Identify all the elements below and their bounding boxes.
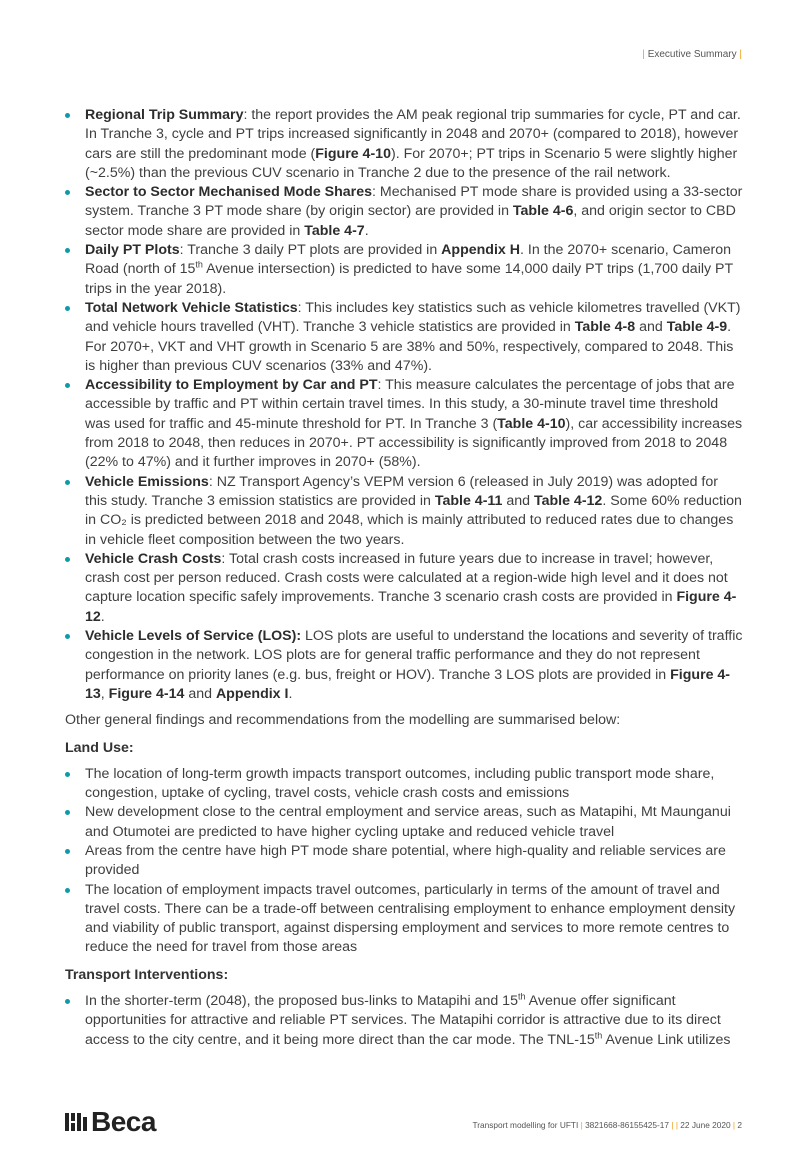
- bullet-text: and: [635, 319, 667, 336]
- bullet-text: : NZ Transport Agency’s VEPM version 6 (released in July 2019) was adopted for this study. Tranche 3 emission statistics are provided in: [85, 473, 718, 509]
- bullet-icon: [65, 999, 70, 1004]
- bullet-text: Avenue Link utilizes: [602, 1031, 731, 1048]
- page-content: [65, 106, 743, 1050]
- land-use-bullet: [65, 881, 743, 958]
- bold-reference: Table 4-11: [434, 492, 503, 509]
- bold-reference: Sector to Sector Mechanised Mode Shares: [85, 184, 372, 201]
- beca-logo-icon: [65, 1111, 87, 1133]
- bullet-icon: [65, 248, 70, 253]
- bullet-text: : the report provides the AM peak regional trip summaries for cycle, PT and car. In Tranche 3, cycle and PT trips increased significantly in 2048 and 2070+ (compared to 2018), however cars are still the predominant mode (: [85, 107, 741, 162]
- bold-reference: Figure 4-14: [108, 685, 185, 702]
- bullet-text: : This includes key statistics such as vehicle kilometres travelled (VKT) and vehicle hours travelled (VHT). Tranche 3 vehicle statistics are provided in: [85, 299, 741, 336]
- bullet-text: LOS plots are useful to understand the locations and severity of traffic congestion in the network. LOS plots are for general traffic performance and they do not represent performance on priority lanes (e.g. bus, freight or HOV). Tranche 3 LOS plots are provided in: [85, 628, 743, 683]
- footer-date: 22 June 2020: [680, 1120, 731, 1130]
- bullet-text: . Some 60% reduction in CO₂ is predicted between 2018 and 2048, which is mainly attributed to reduced rates due to changes in vehicle fleet composition between the two years.: [85, 492, 742, 548]
- footer-doc-title: Transport modelling for UFTI: [472, 1120, 579, 1130]
- transport-bullet: [65, 992, 743, 1050]
- bold-reference: Figure 4-10: [315, 145, 391, 162]
- bullet-text: ), car accessibility increases from 2018 to 2048, then reduces in 2070+. PT accessibility is significantly improved from 2018 to 2048 (22% to 47%) and it further improves in 2070+ (58%).: [85, 415, 743, 471]
- bold-reference: Appendix I: [215, 685, 289, 702]
- bullet-text: . For 2070+, VKT and VHT growth in Scenario 5 are 38% and 50%, respectively, compared to 2048. This is higher than previous CUV scenarios (33% and 47%).: [85, 319, 734, 374]
- transport-heading: Transport Interventions:: [65, 966, 229, 983]
- general-findings-text: Other general findings and recommendations from the modelling are summarised below:: [65, 712, 621, 729]
- bold-reference: Figure 4-13: [85, 666, 731, 702]
- bullet-icon: [65, 888, 70, 893]
- bold-reference: Accessibility to Employment by Car and PT: [85, 377, 378, 394]
- bold-reference: Regional Trip Summary: [85, 107, 244, 123]
- land-use-bullet: [65, 842, 743, 881]
- header-title: Executive Summary: [647, 49, 737, 60]
- bold-reference: Table 4-12: [533, 492, 603, 509]
- bullet-icon: [65, 383, 70, 388]
- page-header: | Executive Summary |: [642, 49, 742, 60]
- bullet-icon: [65, 557, 70, 562]
- logo-text: Beca: [91, 1106, 156, 1137]
- summary-bullet: [65, 106, 743, 183]
- bullet-text: .: [288, 685, 293, 702]
- bullet-text: : Mechanised PT mode share is provided using a 33-sector system. Tranche 3 PT mode share (by origin sector) are provided in: [85, 184, 743, 220]
- page-footer: [65, 1106, 742, 1138]
- summary-bullet: [65, 550, 743, 627]
- bold-reference: Table 4-10: [497, 415, 566, 432]
- bullet-text: The location of employment impacts travel outcomes, particularly in terms of the amount of travel and travel costs. There can be a trade-off between centralising employment to enhance employment density and viability of public transport, against dispersing employment and services to more remote centres to reduce the need for travel from those areas: [85, 881, 736, 956]
- bold-reference: Table 4-6: [512, 203, 574, 220]
- bold-reference: Total Network Vehicle Statistics: [85, 299, 298, 316]
- land-use-heading: Land Use:: [65, 739, 134, 756]
- footer-doc-ref: 3821668-86155425-17: [585, 1120, 670, 1130]
- bullet-text: . In the 2070+ scenario, Cameron Road (north of 15: [85, 242, 731, 278]
- bullet-icon: [65, 306, 70, 311]
- summary-bullet: [65, 299, 743, 376]
- bold-reference: Daily PT Plots: [85, 242, 180, 259]
- bold-reference: Appendix H: [441, 242, 520, 259]
- bold-reference: Table 4-8: [574, 319, 636, 336]
- bullet-text: ). For 2070+; PT trips in Scenario 5 were slightly higher (~2.5%) than the previous CUV scenario in Tranche 2 due to the presence of the rail network.: [85, 145, 738, 181]
- bullet-icon: [65, 810, 70, 815]
- superscript: th: [594, 1029, 603, 1040]
- superscript: th: [195, 259, 203, 270]
- summary-bullet: [65, 627, 743, 704]
- land-use-bullet: [65, 765, 743, 804]
- bold-reference: Table 4-7: [304, 222, 365, 239]
- summary-bullet: [65, 183, 743, 241]
- bullet-text: .: [100, 608, 105, 625]
- bullet-text: and: [502, 492, 534, 509]
- footer-info: Transport modelling for UFTI | 3821668-86155425-17 | | 22 June 2020 | 2: [472, 1120, 742, 1130]
- bullet-text: .: [364, 222, 369, 239]
- bullet-text: Areas from the centre have high PT mode share potential, where high-quality and reliable services are provided: [85, 842, 726, 879]
- summary-bullet: [65, 241, 743, 299]
- superscript: th: [517, 991, 526, 1002]
- bullet-text: Avenue intersection) is predicted to have some 14,000 daily PT trips (1,700 daily PT trips in the year 2018).: [85, 261, 733, 297]
- bullet-text: In the shorter-term (2048), the proposed bus-links to Matapihi and 15: [85, 993, 518, 1010]
- bullet-text: , and origin sector to CBD sector mode share are provided in: [85, 203, 736, 239]
- bullet-icon: [65, 849, 70, 854]
- bold-reference: Figure 4-12: [85, 589, 737, 625]
- bold-reference: Vehicle Crash Costs: [85, 550, 222, 567]
- bullet-text: ,: [100, 685, 109, 702]
- bullet-icon: [65, 113, 70, 118]
- bullet-icon: [65, 634, 70, 639]
- bullet-icon: [65, 480, 70, 485]
- bullet-text: : Total crash costs increased in future years due to increase in travel; however, crash cost per person reduced. Crash costs were calculated at a region-wide high level and it does not capture location specific safely improvements. Tranche 3 scenario crash costs are provided in: [85, 550, 728, 606]
- bullet-text: Avenue offer significant opportunities for attractive and reliable PT services. The Matapihi corridor is attractive due to its direct access to the city centre, and it being more direct than the car mode. The TNL-15: [85, 993, 721, 1048]
- transport-bullet-list: [65, 992, 743, 1050]
- bullet-text: New development close to the central employment and service areas, such as Matapihi, Mt Maunganui and Otumotei are predicted to have higher cycling uptake and reduced vehicle travel: [85, 804, 731, 840]
- bullet-text: The location of long-term growth impacts transport outcomes, including public transport mode share, congestion, uptake of cycling, travel costs, vehicle crash costs and emissions: [85, 765, 715, 802]
- bold-reference: Table 4-9: [666, 319, 728, 336]
- summary-bullet-list: [65, 106, 743, 704]
- footer-page: 2: [737, 1120, 742, 1130]
- bullet-icon: [65, 190, 70, 195]
- bullet-text: and: [184, 685, 216, 702]
- land-use-bullet: [65, 803, 743, 842]
- bullet-text: : This measure calculates the percentage of jobs that are accessible by traffic and PT within certain travel times. In this study, a 30-minute travel time threshold was used for traffic and 45-minute threshold for PT. In Tranche 3 (: [85, 377, 735, 432]
- summary-bullet: [65, 376, 743, 472]
- bullet-text: : Tranche 3 daily PT plots are provided in: [179, 242, 442, 259]
- beca-logo: [65, 1106, 156, 1137]
- land-use-bullet-list: [65, 765, 743, 958]
- bold-reference: Vehicle Levels of Service (LOS):: [85, 628, 302, 645]
- bold-reference: Vehicle Emissions: [85, 473, 209, 490]
- summary-bullet: [65, 473, 743, 550]
- bullet-icon: [65, 772, 70, 777]
